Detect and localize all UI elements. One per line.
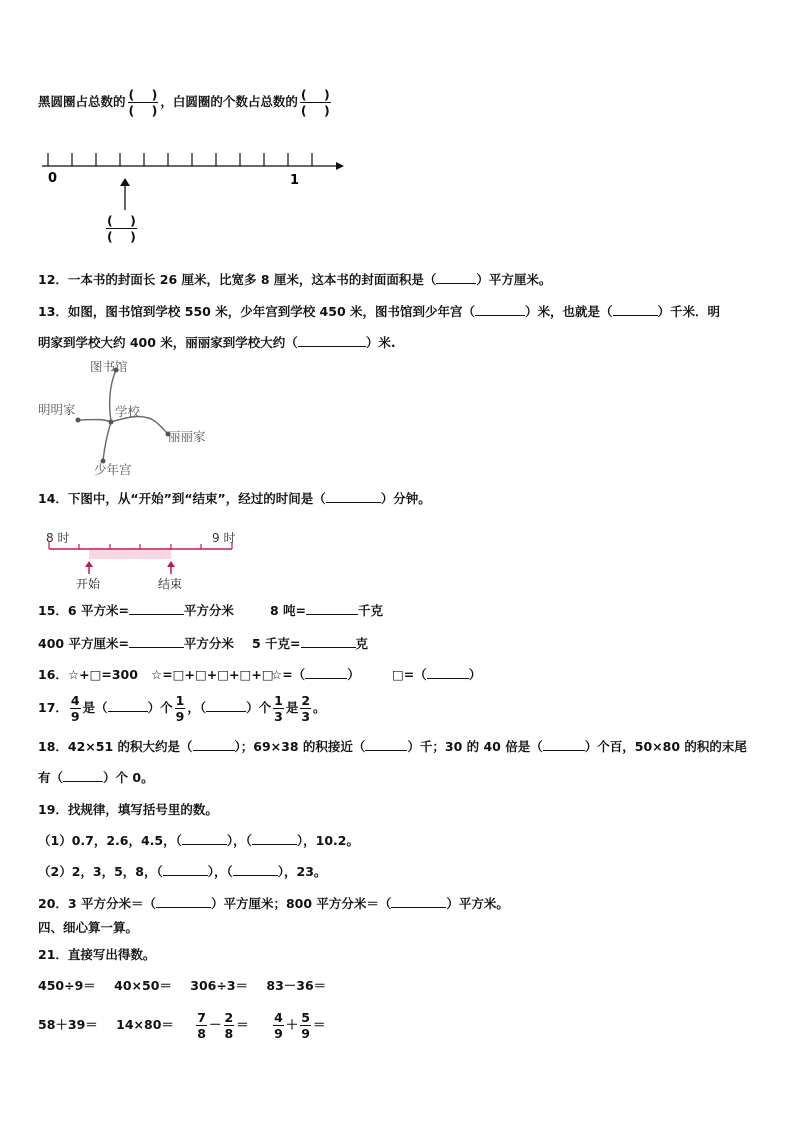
answer-blank[interactable] [252, 832, 297, 845]
q13-line-1 [38, 303, 720, 321]
answer-blank[interactable] [206, 699, 246, 712]
map-mingming: 明明家 [38, 402, 76, 417]
numerator: 7 [197, 1010, 206, 1025]
denominator: 9 [70, 709, 80, 724]
fraction [273, 1010, 284, 1041]
q14-text: 14．下图中，从“开始”到“结束”，经过的时间是（ [38, 491, 326, 506]
q15-row-2 [38, 635, 234, 653]
q14 [38, 490, 431, 508]
q16-b: ☆=□+□+□+□+□ [151, 667, 274, 682]
q18-text: 有（ [38, 770, 64, 785]
numerator: 1 [274, 693, 283, 708]
answer-blank[interactable] [163, 863, 208, 876]
denominator: 3 [274, 709, 283, 724]
q15-unit: 克 [355, 636, 369, 651]
paren: ( ) [107, 213, 136, 228]
q19-line-2 [38, 863, 326, 881]
q17 [38, 693, 326, 724]
numerator: 1 [175, 693, 185, 708]
q16-e [392, 666, 481, 684]
q12-text: 12．一本书的封面长 26 厘米，比宽多 8 厘米，这本书的封面面积是（ [38, 272, 437, 287]
q18-text: ）；69×38 的积接近（ [234, 739, 366, 754]
answer-blank[interactable] [475, 303, 525, 316]
start-label: 开始 [76, 577, 101, 591]
answer-blank[interactable] [63, 769, 103, 782]
section-heading: 四、细心算一算。 [38, 920, 139, 935]
map-school: 学校 [115, 404, 141, 419]
paren: ( ) [300, 103, 330, 118]
start-arrow-icon [85, 561, 93, 574]
q17-text: 。 [313, 700, 326, 715]
answer-blank[interactable] [427, 666, 469, 679]
q16-a: 16．☆+□=300 [38, 667, 138, 682]
q18-text: ）个 0。 [103, 770, 154, 785]
answer-blank[interactable] [298, 334, 366, 347]
label-zero: 0 [48, 171, 58, 186]
end-label: 结束 [158, 577, 183, 591]
fraction [300, 693, 311, 724]
q18-line-2 [38, 769, 154, 787]
q15-text: 5 千克= [252, 636, 301, 651]
q19-text: （2）2，3，5，8，（ [38, 864, 163, 879]
fraction [196, 1010, 207, 1041]
operator: ＝ [236, 1017, 249, 1032]
answer-fraction [106, 213, 137, 244]
answer-blank[interactable] [233, 863, 278, 876]
denominator: 3 [301, 709, 311, 724]
operator: ＝ [313, 1017, 326, 1032]
fraction [175, 693, 186, 724]
numerator: 4 [70, 693, 80, 708]
paren: ( ) [128, 87, 158, 102]
answer-blank[interactable] [543, 738, 585, 751]
expression: 450÷9＝ [38, 978, 96, 993]
q16-c [271, 666, 360, 684]
q19-text: ），（ [226, 833, 252, 848]
operator: ＋ [285, 1017, 299, 1032]
q20 [38, 895, 509, 913]
q19-text: ），（ [207, 864, 233, 879]
q13-text-b: ）米，也就是（ [525, 304, 613, 319]
q11-text-1: 黑圆圈占总数的 [38, 94, 126, 109]
numerator: 2 [224, 1010, 234, 1025]
q16-text: ） [468, 667, 482, 682]
answer-blank[interactable] [305, 666, 347, 679]
q18-text: ）千；30 的 40 倍是（ [407, 739, 543, 754]
q18-line-1 [38, 738, 747, 756]
q20-text: ）平方米。 [446, 896, 509, 911]
denominator: 9 [301, 1026, 310, 1041]
q11-text-2: ，白圆圈的个数占总数的 [160, 94, 298, 109]
q16-text: □=（ [392, 667, 427, 682]
q17-text: 是 [285, 700, 299, 715]
paren: ( ) [300, 87, 330, 102]
answer-blank[interactable] [129, 635, 184, 648]
q15-text: 8 吨= [270, 603, 307, 618]
number-line [38, 144, 358, 188]
q17-text: ）个 [147, 700, 173, 715]
q13-text: 13．如图，图书馆到学校 550 米，少年宫到学校 450 米，图书馆到少年宫（ [38, 304, 475, 319]
answer-blank[interactable] [306, 602, 358, 615]
numerator: 2 [301, 693, 311, 708]
map-lili: 丽丽家 [168, 429, 206, 444]
answer-blank[interactable] [326, 490, 381, 503]
answer-blank[interactable] [365, 738, 407, 751]
paren: ( ) [128, 103, 158, 118]
q15-unit: 平方分米 [183, 636, 234, 651]
start-hour: 8 时 [46, 531, 70, 545]
numerator: 4 [274, 1010, 283, 1025]
q15-text: 15．6 平方米= [38, 603, 129, 618]
operator: － [208, 1017, 222, 1032]
denominator: 9 [274, 1026, 283, 1041]
q11-fraction-2 [300, 87, 331, 118]
expression: 40×50＝ [114, 978, 172, 993]
q13-text-e: ）米. [365, 335, 396, 350]
map-youth: 少年宫 [94, 462, 132, 477]
q21-row-1 [38, 977, 326, 995]
q20-text: 20．3 平方分米＝（ [38, 896, 156, 911]
expression: 306÷3＝ [190, 978, 249, 993]
q16-text: ） [347, 667, 360, 682]
up-arrow-icon [118, 177, 132, 211]
map-library: 图书馆 [90, 359, 128, 374]
fraction [224, 1010, 235, 1041]
q19-text: ），10.2。 [296, 833, 359, 848]
q17-text: ）个 [246, 700, 272, 715]
q18-text: 18．42×51 的积大约是（ [38, 739, 193, 754]
q15-text: 400 平方厘米= [38, 636, 129, 651]
label-one: 1 [290, 173, 300, 188]
denominator: 8 [197, 1026, 206, 1041]
q19-title: 19．找规律，填写括号里的数。 [38, 802, 218, 817]
answer-blank[interactable] [129, 602, 184, 615]
answer-blank[interactable] [156, 895, 211, 908]
denominator: 8 [224, 1026, 234, 1041]
fraction [70, 693, 81, 724]
q11-fraction-1 [128, 87, 159, 118]
q15-row-1 [38, 602, 234, 620]
paren: ( ) [107, 229, 136, 244]
q13-text-c: ）千米．明 [657, 304, 721, 319]
q13-map [36, 356, 226, 481]
expression: 58＋39＝ [38, 1017, 98, 1032]
q21-row-2 [38, 1010, 326, 1041]
q15-row-2b [252, 635, 368, 653]
q11-line [38, 87, 333, 118]
q19-text: ），23。 [277, 864, 327, 879]
q21-title: 21．直接写出得数。 [38, 947, 156, 962]
expression: 83－36＝ [266, 978, 327, 993]
q19-text: （1）0.7，2.6，4.5，（ [38, 833, 182, 848]
q12 [38, 271, 551, 289]
numerator: 5 [301, 1010, 310, 1025]
q19-line-1 [38, 832, 359, 850]
answer-blank[interactable] [391, 895, 446, 908]
denominator: 9 [175, 709, 185, 724]
q16-text: ☆=（ [271, 667, 306, 682]
q15-unit: 平方分米 [183, 603, 234, 618]
q18-text: ）个百，50×80 的积的末尾 [584, 739, 747, 754]
q14-text-end: ）分钟。 [380, 491, 431, 506]
fraction [300, 1010, 311, 1041]
q20-text: ）平方厘米；800 平方分米＝（ [210, 896, 392, 911]
answer-blank[interactable] [436, 271, 476, 284]
q17-text: ，（ [187, 700, 207, 715]
number-line-answer [104, 213, 139, 244]
answer-blank[interactable] [108, 699, 148, 712]
elapsed-shade [89, 549, 171, 559]
q14-timeline [38, 528, 248, 594]
end-hour: 9 时 [212, 531, 236, 545]
q17-number: 17． [38, 700, 68, 715]
q15-unit: 千克 [358, 603, 384, 618]
answer-blank[interactable] [301, 635, 356, 648]
q17-text: 是（ [82, 700, 108, 715]
answer-blank[interactable] [193, 738, 235, 751]
q15-row-1b [270, 602, 383, 620]
answer-blank[interactable] [613, 303, 658, 316]
expression: 14×80＝ [116, 1017, 174, 1032]
fraction [273, 693, 284, 724]
answer-blank[interactable] [182, 832, 227, 845]
end-arrow-icon [167, 561, 175, 574]
q12-text-end: ）平方厘米。 [476, 272, 552, 287]
q13-text-d: 明家到学校大约 400 米，丽丽家到学校大约（ [38, 335, 298, 350]
q13-line-2 [38, 334, 396, 352]
